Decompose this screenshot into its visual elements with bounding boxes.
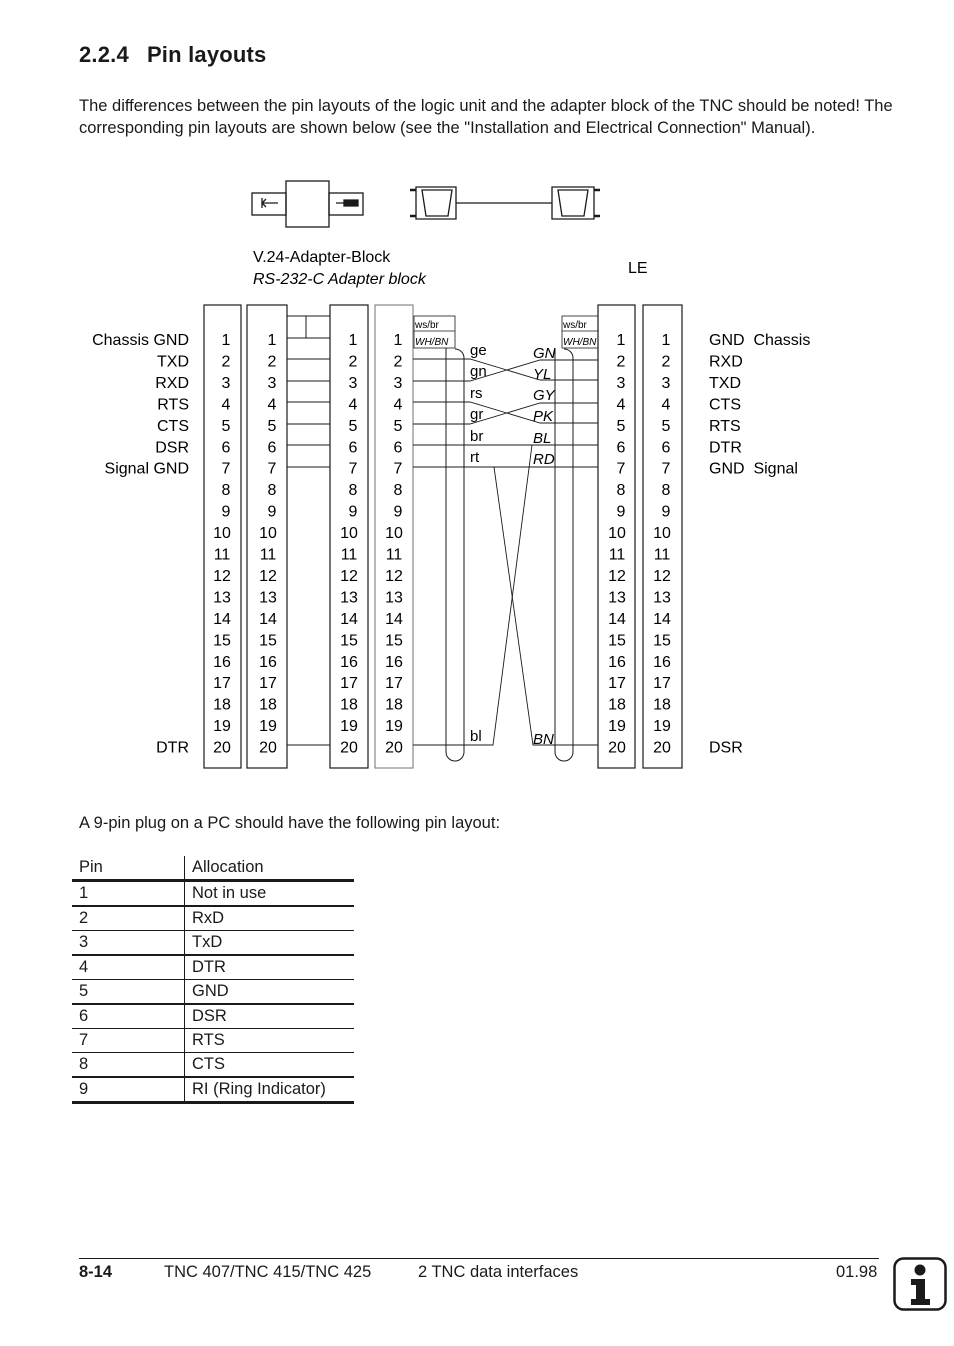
right-signal-label: RTS <box>709 417 741 435</box>
pin-number: 3 <box>393 374 403 392</box>
pin-number: 8 <box>661 482 671 500</box>
wire-color-label: gr <box>470 406 484 423</box>
pin-number: 3 <box>221 374 231 392</box>
allocation-cell: RTS <box>185 1029 355 1053</box>
pin-number: 17 <box>385 675 403 693</box>
pin-number: 17 <box>608 675 626 693</box>
pin-number: 10 <box>213 525 231 543</box>
pin-number: 19 <box>385 718 403 736</box>
table-row <box>72 1053 354 1078</box>
wire-color-label-en: YL <box>533 366 552 383</box>
table-row <box>72 1077 354 1103</box>
pin-number: 1 <box>348 332 358 349</box>
wire-color-label-en: GY <box>533 387 555 404</box>
pin-number: 12 <box>340 567 358 585</box>
pin-number: 17 <box>340 675 358 693</box>
pin-number: 6 <box>661 439 671 457</box>
pin-number: 18 <box>653 696 671 714</box>
allocation-cell: Not in use <box>185 881 355 907</box>
pin-number: 10 <box>653 525 671 543</box>
pin-number: 9 <box>393 503 403 521</box>
pin-number: 5 <box>348 417 358 435</box>
pin-number: 2 <box>221 353 231 371</box>
wire-color-label: rs <box>470 385 483 402</box>
pin-number: 16 <box>213 653 231 671</box>
section-number: 2.2.4 <box>79 42 129 67</box>
wire-color-label-en: RD <box>533 451 555 468</box>
pin-number: 10 <box>259 525 277 543</box>
pin-number: 8 <box>616 482 626 500</box>
pin-number: 15 <box>340 632 358 650</box>
pin-number: 11 <box>653 546 671 564</box>
pin-number: 14 <box>653 610 671 628</box>
pin-number: 4 <box>393 396 403 414</box>
allocation-cell: RxD <box>185 906 355 931</box>
pin-number: 12 <box>608 567 626 585</box>
pin-number: 14 <box>213 610 231 628</box>
pin-number: 3 <box>267 374 277 392</box>
info-icon <box>893 1257 947 1311</box>
allocation-cell: DSR <box>185 1004 355 1029</box>
pin-number: 6 <box>267 439 277 457</box>
pin-number: 3 <box>661 374 671 392</box>
pin-number: 14 <box>385 610 403 628</box>
pin-number: 18 <box>340 696 358 714</box>
allocation-column-header: Allocation <box>185 856 355 881</box>
pin-number: 3 <box>348 374 358 392</box>
footer-date: 01.98 <box>836 1263 878 1281</box>
pin-number: 9 <box>221 503 231 521</box>
pin-number: 16 <box>653 653 671 671</box>
pin-number: 17 <box>259 675 277 693</box>
pin-number: 6 <box>616 439 626 457</box>
pin-number: 19 <box>259 718 277 736</box>
pin-cell: 1 <box>72 881 185 907</box>
pin-number: 12 <box>385 567 403 585</box>
pin-number: 2 <box>348 353 358 371</box>
pin-number: 2 <box>616 353 626 371</box>
pin-number: 13 <box>653 589 671 607</box>
left-signal-label: CTS <box>157 417 189 435</box>
pin-number: 7 <box>267 460 277 478</box>
pin-number: 14 <box>259 610 277 628</box>
shield-label-right-en: WH/BN <box>563 337 597 348</box>
pin-cell: 2 <box>72 906 185 931</box>
wire-color-label: br <box>470 428 484 445</box>
pin-number: 8 <box>267 482 277 500</box>
pin-number: 7 <box>616 460 626 478</box>
adapter-block-icon <box>252 181 363 227</box>
pin-cell: 3 <box>72 931 185 956</box>
pin-number: 16 <box>259 653 277 671</box>
left-signal-label: RTS <box>157 396 189 414</box>
pin-number: 11 <box>259 546 277 564</box>
pin-cell: 9 <box>72 1077 185 1103</box>
pin-number: 7 <box>393 460 403 478</box>
pin-number: 11 <box>385 546 403 564</box>
pin-cell: 6 <box>72 1004 185 1029</box>
pin-number: 7 <box>661 460 671 478</box>
pin-number: 5 <box>267 417 277 435</box>
adapter-block-label-en: RS-232-C Adapter block <box>253 271 426 288</box>
intro-paragraph: The differences between the pin layouts of the logic unit and the adapter block of the TNC should be noted! The corresponding pin layouts are shown below (see the "Installation and Electrical Connection" Manual). <box>79 97 893 137</box>
pin-cell: 7 <box>72 1029 185 1053</box>
pin-number: 4 <box>221 396 231 414</box>
pin-number: 2 <box>267 353 277 371</box>
pin-number: 2 <box>661 353 671 371</box>
pin-number: 3 <box>616 374 626 392</box>
pin-number: 5 <box>616 417 626 435</box>
pin-number: 9 <box>267 503 277 521</box>
pin-number: 6 <box>393 439 403 457</box>
pc-pin-table <box>72 856 354 1104</box>
cable-icon <box>410 187 600 219</box>
pin-number: 18 <box>259 696 277 714</box>
pin-number: 10 <box>608 525 626 543</box>
shield-label-left-en: WH/BN <box>415 337 449 348</box>
pin-number: 20 <box>340 739 358 757</box>
pin-number: 15 <box>653 632 671 650</box>
allocation-cell: RI (Ring Indicator) <box>185 1077 355 1103</box>
pin-number: 19 <box>213 718 231 736</box>
shield-label-right: ws/br <box>563 320 587 331</box>
pin-number: 11 <box>608 546 626 564</box>
pin-cell: 4 <box>72 955 185 980</box>
table-row <box>72 881 354 907</box>
left-signal-label: Signal GND <box>104 460 189 478</box>
pin-number: 7 <box>348 460 358 478</box>
left-signal-label: TXD <box>157 353 189 371</box>
left-signal-label: Chassis GND <box>92 332 189 349</box>
pin-number: 2 <box>393 353 403 371</box>
wire-color-label-en: BL <box>533 430 552 447</box>
pin-number: 8 <box>221 482 231 500</box>
footer-chapter: 2 TNC data interfaces <box>418 1263 579 1281</box>
right-signal-label: RXD <box>709 353 743 371</box>
right-signal-label: CTS <box>709 396 741 414</box>
right-signal-label: GND Signal <box>709 460 798 478</box>
allocation-cell: GND <box>185 980 355 1005</box>
pin-number: 13 <box>385 589 403 607</box>
pin-number: 15 <box>259 632 277 650</box>
pin-number: 18 <box>213 696 231 714</box>
table-row <box>72 906 354 931</box>
pin-number: 11 <box>213 546 231 564</box>
pin-number: 8 <box>348 482 358 500</box>
pin-number: 19 <box>653 718 671 736</box>
pin-number: 13 <box>259 589 277 607</box>
pin-number: 15 <box>608 632 626 650</box>
pin-number: 1 <box>267 332 277 349</box>
pin-number: 6 <box>221 439 231 457</box>
pin-number: 4 <box>267 396 277 414</box>
wire-color-label-en: GN <box>533 345 556 362</box>
pin-number: 20 <box>259 739 277 757</box>
right-signal-label: TXD <box>709 374 741 392</box>
pin-number: 16 <box>608 653 626 671</box>
pin-number: 1 <box>661 332 671 349</box>
footer-rule <box>79 1258 879 1259</box>
pin-number: 5 <box>221 417 231 435</box>
pin-number: 14 <box>340 610 358 628</box>
pin-number: 5 <box>393 417 403 435</box>
pin-number: 5 <box>661 417 671 435</box>
wire-color-label: gn <box>470 363 487 380</box>
le-label: LE <box>628 260 648 277</box>
allocation-cell: CTS <box>185 1053 355 1078</box>
pin-number: 13 <box>608 589 626 607</box>
table-row <box>72 980 354 1005</box>
pin-number: 13 <box>340 589 358 607</box>
right-signal-label: DSR <box>709 739 743 757</box>
table-row <box>72 1004 354 1029</box>
pin-number: 9 <box>348 503 358 521</box>
right-signal-label: DTR <box>709 439 742 457</box>
pin-number: 1 <box>221 332 231 349</box>
wire-color-label-en: PK <box>533 408 554 425</box>
pin-number: 4 <box>616 396 626 414</box>
pin-number: 18 <box>385 696 403 714</box>
pin-number: 12 <box>213 567 231 585</box>
pin-number: 1 <box>616 332 626 349</box>
pin-number: 16 <box>385 653 403 671</box>
right-signal-label: GND Chassis <box>709 332 811 349</box>
left-signal-label: RXD <box>155 374 189 392</box>
pin-number: 8 <box>393 482 403 500</box>
pin-number: 10 <box>340 525 358 543</box>
pc-plug-intro: A 9-pin plug on a PC should have the following pin layout: <box>79 814 501 832</box>
pin-number: 6 <box>348 439 358 457</box>
pin-layout-diagram <box>0 170 954 790</box>
section-title: Pin layouts <box>146 42 267 67</box>
pin-number: 1 <box>393 332 403 349</box>
page-number: 8-14 <box>79 1263 113 1281</box>
allocation-cell: TxD <box>185 931 355 956</box>
pin-number: 20 <box>653 739 671 757</box>
pin-number: 9 <box>616 503 626 521</box>
pin-column-header: Pin <box>72 856 185 881</box>
pin-cell: 5 <box>72 980 185 1005</box>
pin-number: 19 <box>608 718 626 736</box>
pin-number: 11 <box>340 546 358 564</box>
pin-number: 12 <box>259 567 277 585</box>
pin-number: 15 <box>385 632 403 650</box>
wire-color-label: rt <box>470 449 480 466</box>
left-signal-label: DSR <box>155 439 189 457</box>
adapter-block-label: V.24-Adapter-Block <box>253 249 391 266</box>
pin-number: 14 <box>608 610 626 628</box>
pin-number: 20 <box>608 739 626 757</box>
pin-number: 18 <box>608 696 626 714</box>
pin-number: 15 <box>213 632 231 650</box>
wire-color-label: bl <box>470 728 482 745</box>
table-row <box>72 931 354 956</box>
section-heading <box>79 42 267 68</box>
pin-number: 16 <box>340 653 358 671</box>
pin-number: 9 <box>661 503 671 521</box>
pin-number: 17 <box>213 675 231 693</box>
pin-number: 19 <box>340 718 358 736</box>
shield-label-left: ws/br <box>415 320 439 331</box>
pin-number: 7 <box>221 460 231 478</box>
pin-number: 20 <box>213 739 231 757</box>
pin-cell: 8 <box>72 1053 185 1078</box>
left-signal-label: DTR <box>156 739 189 757</box>
pin-number: 20 <box>385 739 403 757</box>
pin-number: 13 <box>213 589 231 607</box>
wire-color-label-en: BN <box>533 731 554 748</box>
footer-model: TNC 407/TNC 415/TNC 425 <box>164 1263 372 1281</box>
pin-number: 4 <box>661 396 671 414</box>
pin-number: 17 <box>653 675 671 693</box>
pin-number: 12 <box>653 567 671 585</box>
allocation-cell: DTR <box>185 955 355 980</box>
pin-number: 4 <box>348 396 358 414</box>
table-row <box>72 955 354 980</box>
pin-number: 10 <box>385 525 403 543</box>
wire-color-label: ge <box>470 342 487 359</box>
table-row <box>72 1029 354 1053</box>
